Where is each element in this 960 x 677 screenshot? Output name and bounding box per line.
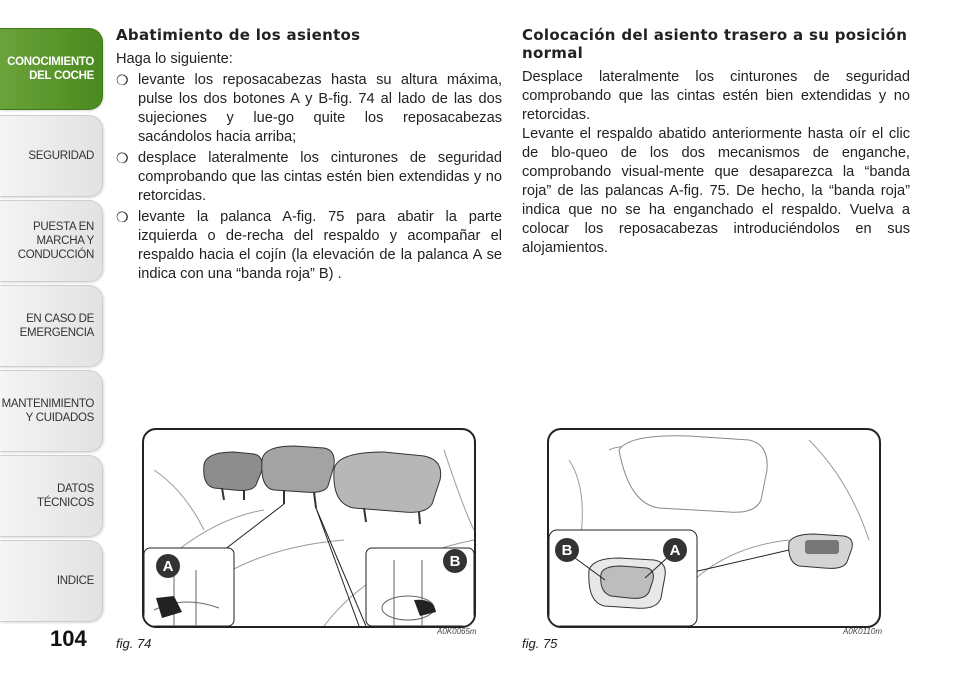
list-item-text: levante los reposacabezas hasta su altura máxima, pulse los dos botones A y B-fig. 74 al lado de las dos sujeciones y lue-go quite los reposacabezas sacándolos hacia arriba; <box>138 72 502 145</box>
bullet-icon: ❍ <box>116 150 129 166</box>
tab-label: PUESTA EN MARCHA Y CONDUCCIÓN <box>17 221 94 261</box>
figure-75-illustration <box>547 428 881 628</box>
figure-74-code: A0K0065m <box>437 627 477 636</box>
bullet-icon: ❍ <box>116 72 129 88</box>
figure-74-illustration <box>142 428 476 628</box>
tab-label: DATOS TÉCNICOS <box>36 483 94 509</box>
tab-label: CONOCIMIENTO DEL COCHE <box>7 56 94 82</box>
tab-mantenimiento[interactable] <box>0 370 103 452</box>
tab-label: MANTENIMIENTO Y CUIDADOS <box>1 398 94 424</box>
figure-74-caption: fig. 74 <box>116 636 152 651</box>
tab-en-caso-de-emergencia[interactable] <box>0 285 103 367</box>
callout-a-label: A <box>162 558 174 575</box>
section-abatimiento <box>116 26 502 286</box>
bullet-icon: ❍ <box>116 209 129 225</box>
page-number: 104 <box>50 626 87 651</box>
tab-puesta-en-marcha[interactable] <box>0 200 103 282</box>
figure-75-code: A0K0110m <box>843 627 882 636</box>
tab-indice[interactable] <box>0 540 103 622</box>
callout-b-label: B <box>449 553 461 570</box>
section-title: Colocación del asiento trasero a su posición normal <box>522 26 908 62</box>
list-item-text: levante la palanca A-fig. 75 para abatir la parte izquierda o de-recha del respaldo y acompañar el respaldo hacia el cojín (la elevación de la palanca A se indica con una “banda roja” B) . <box>138 209 502 282</box>
tab-label: EN CASO DE EMERGENCIA <box>19 313 94 339</box>
paragraph: Levante el respaldo abatido anteriormente hasta oír el clic de blo-queo de los dos mecanismos de enganche, comprobando visual-mente que desaparezca la “banda roja” de las palancas A-fig. 75. De hecho, la “banda roja” indica que no se ha enganchado el respaldo. Vuelva a colocar los reposacabezas introduciéndolos en sus alojamientos. <box>522 126 910 256</box>
tab-conocimiento-del-coche[interactable] <box>0 28 103 110</box>
tab-seguridad[interactable] <box>0 115 103 197</box>
callout-a-label: A <box>669 542 681 559</box>
section-title: Abatimiento de los asientos <box>116 26 361 44</box>
list-item-text: desplace lateralmente los cinturones de seguridad comprobando que las cintas estén bien extendidas y no retorcidas. <box>138 150 502 204</box>
headrest-illustration <box>144 430 474 626</box>
figure-75-caption: fig. 75 <box>522 636 558 651</box>
paragraph: Desplace lateralmente los cinturones de seguridad comprobando que las cintas estén bien extendidas y no retorcidas. <box>522 69 910 123</box>
tab-label: INDICE <box>56 575 94 587</box>
list-item <box>116 149 502 206</box>
section-colocacion <box>522 26 910 258</box>
callout-b-label: B <box>561 542 573 559</box>
section-intro: Haga lo siguiente: <box>116 51 233 67</box>
tab-label: SEGURIDAD <box>28 150 94 162</box>
list-item <box>116 71 502 147</box>
tab-datos-tecnicos[interactable] <box>0 455 103 537</box>
seat-lever-illustration <box>549 430 879 626</box>
instruction-list <box>116 71 502 284</box>
list-item <box>116 208 502 284</box>
